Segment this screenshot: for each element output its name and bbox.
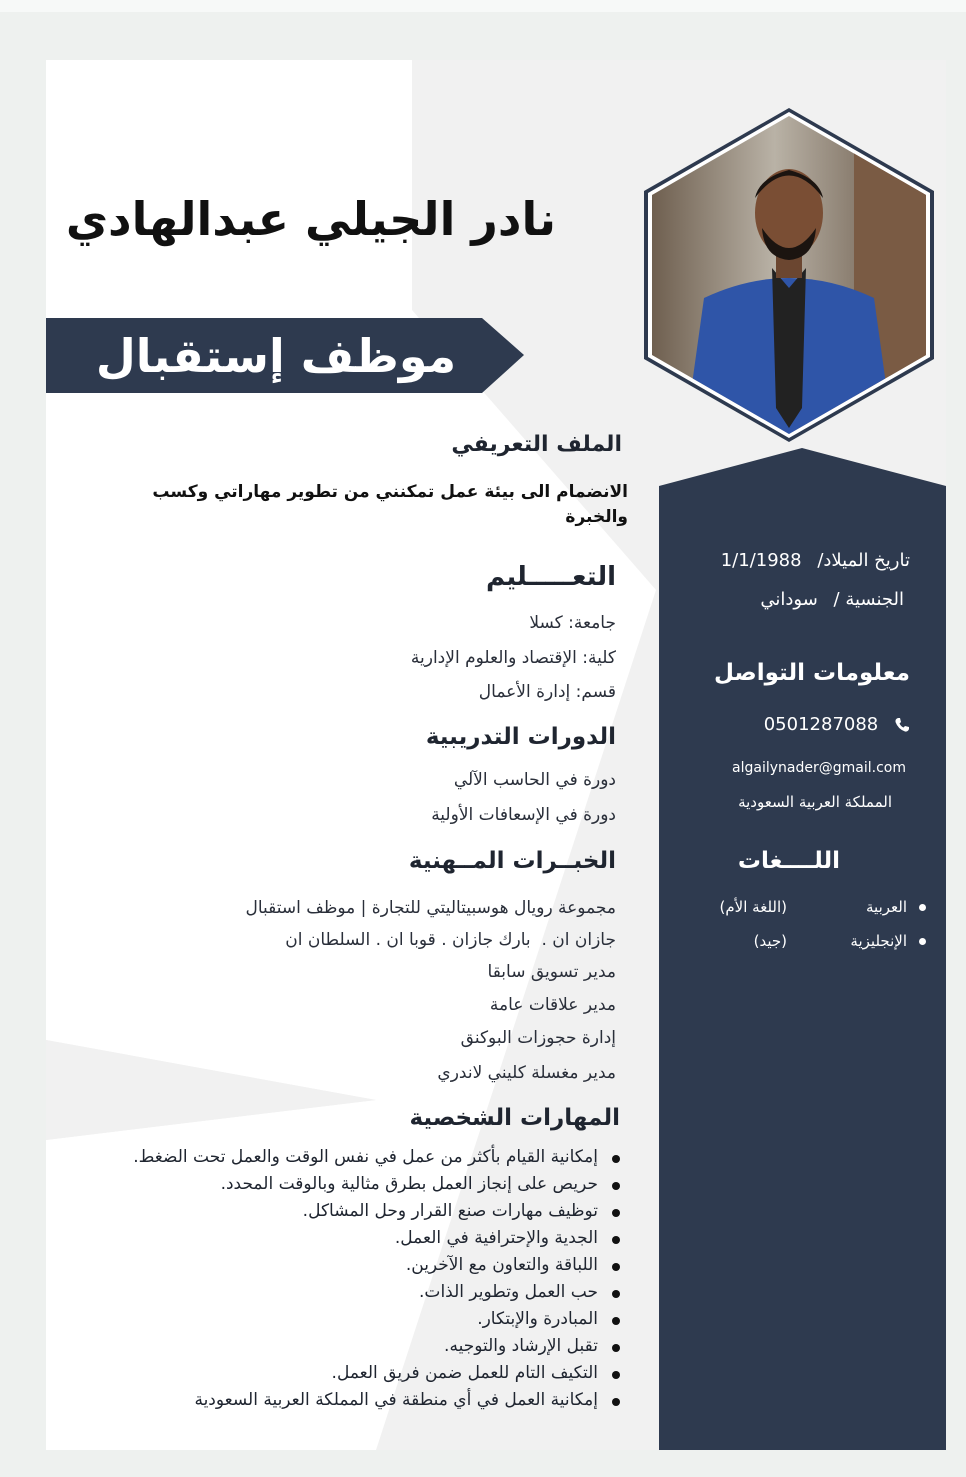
birth-date-row [686, 550, 910, 571]
bullet-dot [919, 904, 926, 911]
education-item: قسم: إدارة الأعمال [478, 682, 616, 702]
experience-item: مجموعة رويال هوسبيتاليتي للتجارة | موظف استقبال [245, 898, 616, 918]
phone-icon [894, 717, 910, 733]
job-title-banner [46, 318, 524, 393]
location-text: المملكة العربية السعودية [738, 793, 892, 811]
languages-heading: اللــــغات [737, 848, 840, 874]
education-item: جامعة: كسلا [529, 613, 616, 633]
experience-item: مدير علاقات عامة [489, 995, 616, 1015]
bullet-dot [919, 938, 926, 945]
skill-item: حريص على إنجاز العمل بطرق مثالية وبالوقت المحدد. [82, 1171, 626, 1198]
skill-item: حب العمل وتطوير الذات. [82, 1279, 626, 1306]
language-level: (اللغة الأم) [719, 898, 787, 916]
skill-item: اللباقة والتعاون مع الآخرين. [82, 1252, 626, 1279]
courses-heading: الدورات التدريبية [425, 724, 616, 750]
course-item: دورة في الإسعافات الأولية [431, 805, 616, 825]
experience-item: جازان ان . بارك جازان . قوبا ان . السلطان ان [285, 930, 616, 950]
profile-photo [644, 108, 934, 442]
phone-row[interactable] [706, 714, 910, 735]
email-address[interactable]: algailynader@gmail.com [732, 760, 906, 776]
language-item-arabic [676, 898, 926, 916]
experience-item: مدير تسويق سابقا [487, 962, 616, 982]
screen-top-bar [0, 0, 966, 12]
skill-item: المبادرة والإبتكار. [82, 1306, 626, 1333]
skill-item: توظيف مهارات صنع القرار وحل المشاكل. [82, 1198, 626, 1225]
language-name: العربية [866, 898, 907, 916]
education-heading: التعـــــليم [485, 562, 616, 592]
birth-date-value: 1/1/1988 [720, 550, 802, 571]
skill-item: الجدية والإحترافية في العمل. [82, 1225, 626, 1252]
skill-item: تقبل الإرشاد والتوجيه. [82, 1333, 626, 1360]
skills-list [82, 1144, 626, 1414]
skill-item: إمكانية العمل في أي منطقة في المملكة العربية السعودية [82, 1387, 626, 1414]
profile-text: الانضمام الى بيئة عمل تمكنني من تطوير مهاراتي وكسب والخبرة [152, 482, 628, 527]
experience-heading: الخبــرات المــهنية [408, 848, 616, 874]
birth-date-label: تاريخ الميلاد/ [817, 550, 910, 571]
skill-item: إمكانية القيام بأكثر من عمل في نفس الوقت والعمل تحت الضغط. [82, 1144, 626, 1171]
course-item: دورة في الحاسب الآلي [453, 770, 616, 790]
nationality-label: الجنسية / [833, 589, 904, 610]
nationality-value: سوداني [760, 589, 818, 610]
language-name: الإنجليزية [850, 932, 907, 950]
candidate-name: نادر الجيلي عبدالهادي [65, 192, 556, 246]
experience-item: إدارة حجوزات البوكنق [460, 1028, 616, 1048]
resume-page [46, 60, 946, 1450]
skill-item: التكيف التام للعمل ضمن فريق العمل. [82, 1360, 626, 1387]
language-item-english [676, 932, 926, 950]
job-title: موظف إستقبال [95, 328, 457, 383]
contact-heading: معلومات التواصل [714, 660, 910, 686]
education-item: كلية: الإقتصاد والعلوم الإدارية [410, 648, 616, 668]
skills-heading: المهارات الشخصية [409, 1105, 620, 1131]
phone-number[interactable]: 0501287088 [763, 714, 879, 735]
nationality-row [686, 589, 904, 610]
photo-hexagon [644, 108, 934, 442]
profile-heading: الملف التعريفي [451, 432, 622, 457]
language-level: (جيد) [753, 932, 787, 950]
experience-item: مدير مغسلة كليني لاندري [437, 1063, 616, 1083]
